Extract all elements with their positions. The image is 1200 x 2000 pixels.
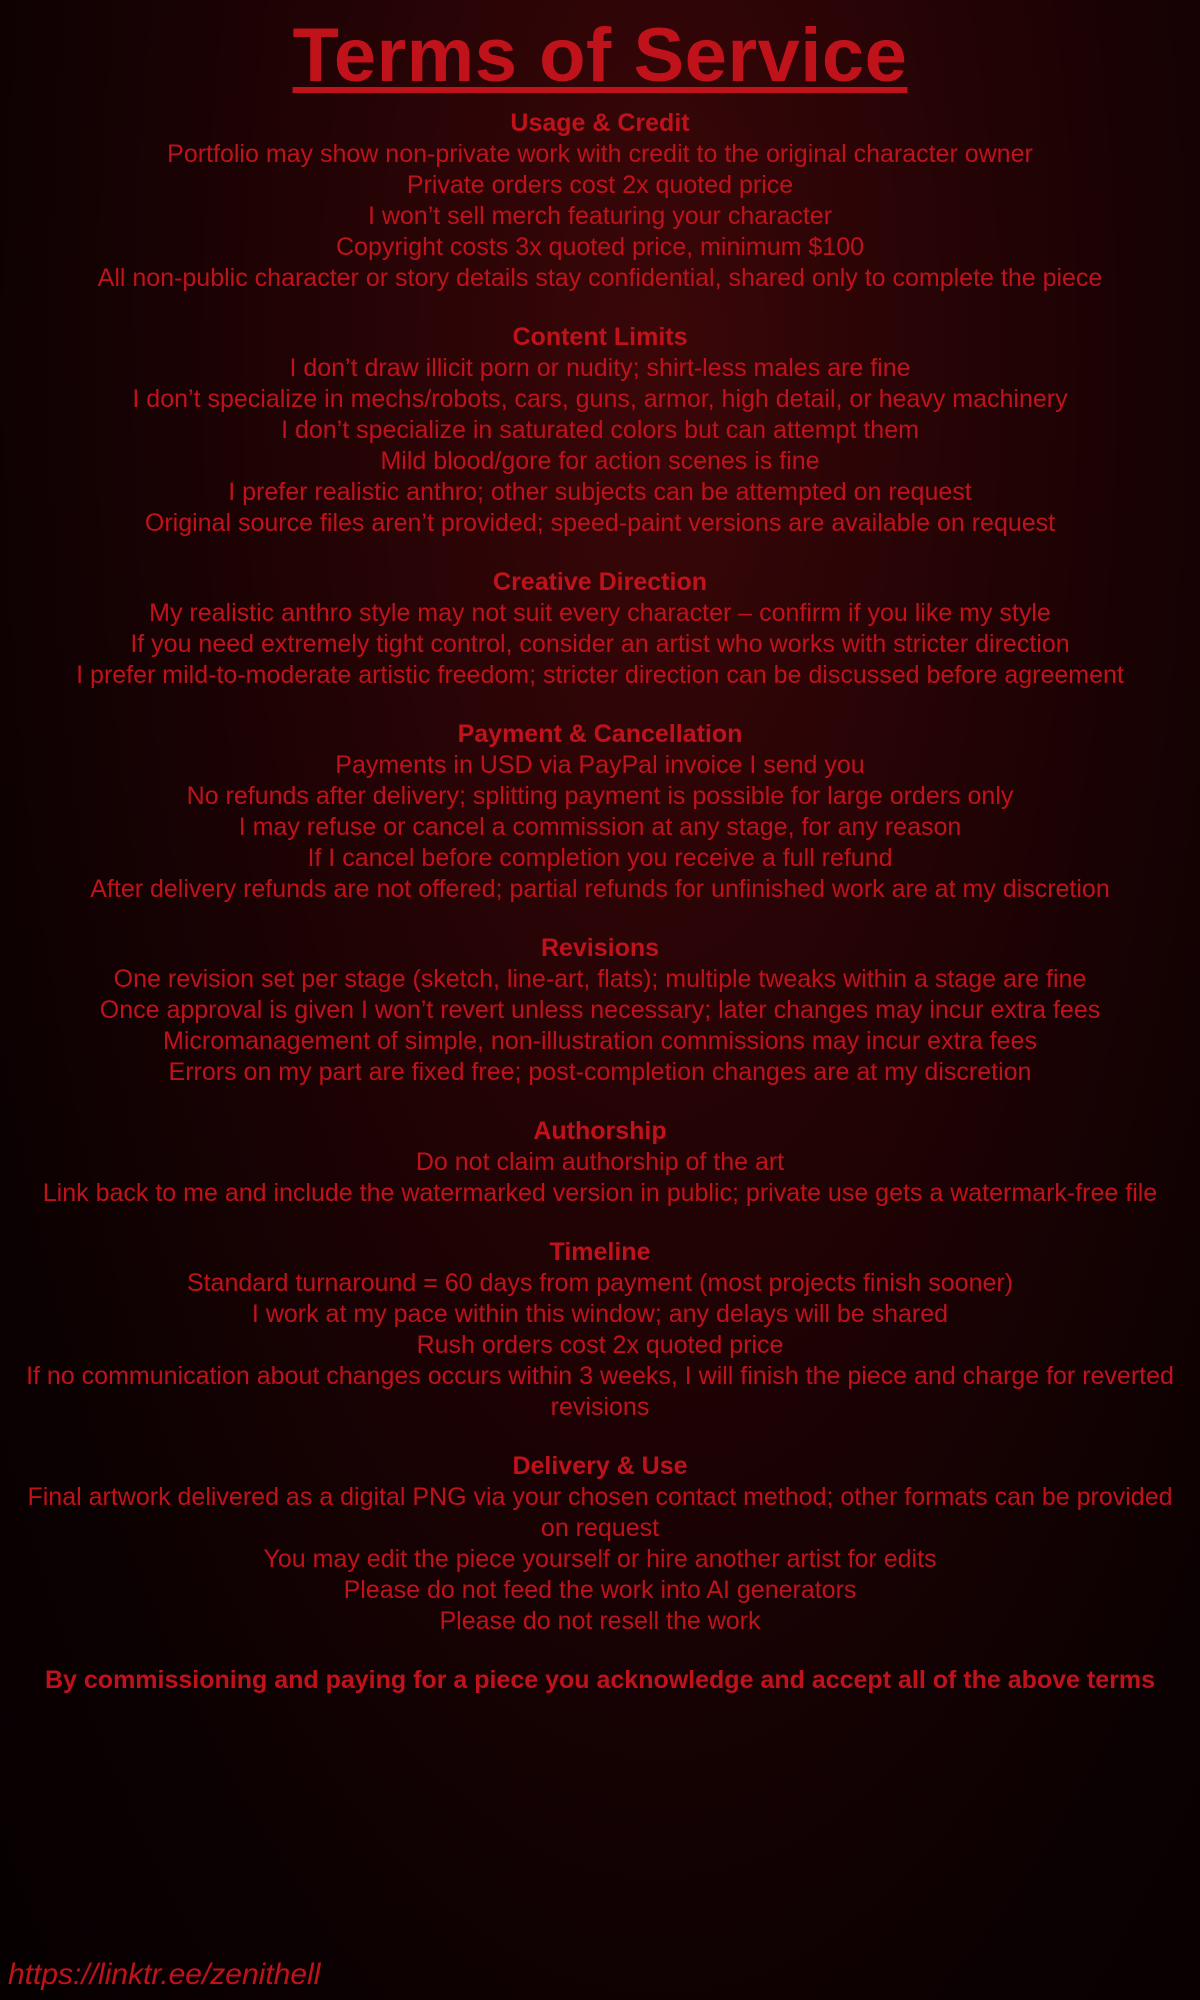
section-line: Copyright costs 3x quoted price, minimum $100 bbox=[335, 233, 865, 261]
section-line: If I cancel before completion you receive a full refund bbox=[307, 844, 893, 872]
section-line: Portfolio may show non-private work with credit to the original character owner bbox=[167, 140, 1033, 168]
section-heading: Creative Direction bbox=[493, 568, 707, 596]
section-line: Please do not feed the work into AI generators bbox=[343, 1576, 857, 1604]
section-line: I don’t specialize in mechs/robots, cars, guns, armor, high detail, or heavy machinery bbox=[132, 385, 1068, 413]
section-heading: Authorship bbox=[533, 1117, 667, 1145]
section-line: Original source files aren’t provided; speed-paint versions are available on request bbox=[144, 509, 1056, 537]
section-line: You may edit the piece yourself or hire another artist for edits bbox=[263, 1545, 937, 1573]
section-line: I work at my pace within this window; any delays will be shared bbox=[251, 1300, 949, 1328]
section bbox=[0, 1237, 1200, 1423]
section bbox=[0, 108, 1200, 294]
closing-statement: By commissioning and paying for a piece you acknowledge and accept all of the above terms bbox=[44, 1666, 1155, 1694]
section-line: Please do not resell the work bbox=[439, 1607, 761, 1635]
section bbox=[0, 322, 1200, 539]
section-line: I won’t sell merch featuring your character bbox=[367, 202, 833, 230]
section-heading: Payment & Cancellation bbox=[457, 720, 743, 748]
section-line: I don’t draw illicit porn or nudity; shirt-less males are fine bbox=[289, 354, 911, 382]
section-line: Private orders cost 2x quoted price bbox=[406, 171, 794, 199]
section bbox=[0, 719, 1200, 905]
section-line: I may refuse or cancel a commission at any stage, for any reason bbox=[238, 813, 962, 841]
section-heading: Usage & Credit bbox=[510, 109, 690, 137]
section-line: Once approval is given I won’t revert unless necessary; later changes may incur extra fees bbox=[99, 996, 1101, 1024]
section-line: If no communication about changes occurs within 3 weeks, I will finish the piece and charge for reverted revisions bbox=[26, 1362, 1174, 1421]
section-line: Standard turnaround = 60 days from payment (most projects finish sooner) bbox=[186, 1269, 1014, 1297]
section bbox=[0, 1451, 1200, 1637]
section-line: Link back to me and include the watermarked version in public; private use gets a watermark-free file bbox=[42, 1179, 1158, 1207]
section-line: After delivery refunds are not offered; partial refunds for unfinished work are at my discretion bbox=[90, 875, 1110, 903]
section-line: Payments in USD via PayPal invoice I send you bbox=[335, 751, 865, 779]
page-title: Terms of Service bbox=[292, 13, 908, 98]
section-line: No refunds after delivery; splitting payment is possible for large orders only bbox=[186, 782, 1014, 810]
section bbox=[0, 933, 1200, 1088]
section-line: I prefer mild-to-moderate artistic freedom; stricter direction can be discussed before agreement bbox=[76, 661, 1124, 689]
section-line: My realistic anthro style may not suit every character – confirm if you like my style bbox=[149, 599, 1051, 627]
section bbox=[0, 1116, 1200, 1209]
section-line: If you need extremely tight control, consider an artist who works with stricter direction bbox=[130, 630, 1070, 658]
section bbox=[0, 567, 1200, 691]
section-line: Mild blood/gore for action scenes is fine bbox=[380, 447, 820, 475]
section-line: One revision set per stage (sketch, line-art, flats); multiple tweaks within a stage are fine bbox=[113, 965, 1087, 993]
footer-link[interactable]: https://linktr.ee/zenithell bbox=[8, 1958, 321, 1991]
section-heading: Delivery & Use bbox=[512, 1452, 688, 1480]
sections-container bbox=[0, 108, 1200, 1637]
section-line: I don’t specialize in saturated colors but can attempt them bbox=[281, 416, 919, 444]
section-heading: Content Limits bbox=[512, 323, 688, 351]
section-line: Final artwork delivered as a digital PNG via your chosen contact method; other formats can be provided on request bbox=[27, 1483, 1173, 1542]
section-heading: Timeline bbox=[549, 1238, 651, 1266]
section-line: Errors on my part are fixed free; post-completion changes are at my discretion bbox=[168, 1058, 1032, 1086]
section-line: All non-public character or story details stay confidential, shared only to complete the piece bbox=[97, 264, 1103, 292]
section-heading: Revisions bbox=[540, 934, 660, 962]
section-line: I prefer realistic anthro; other subjects can be attempted on request bbox=[228, 478, 972, 506]
section-line: Micromanagement of simple, non-illustration commissions may incur extra fees bbox=[163, 1027, 1037, 1055]
section-line: Rush orders cost 2x quoted price bbox=[416, 1331, 784, 1359]
section-line: Do not claim authorship of the art bbox=[415, 1148, 785, 1176]
